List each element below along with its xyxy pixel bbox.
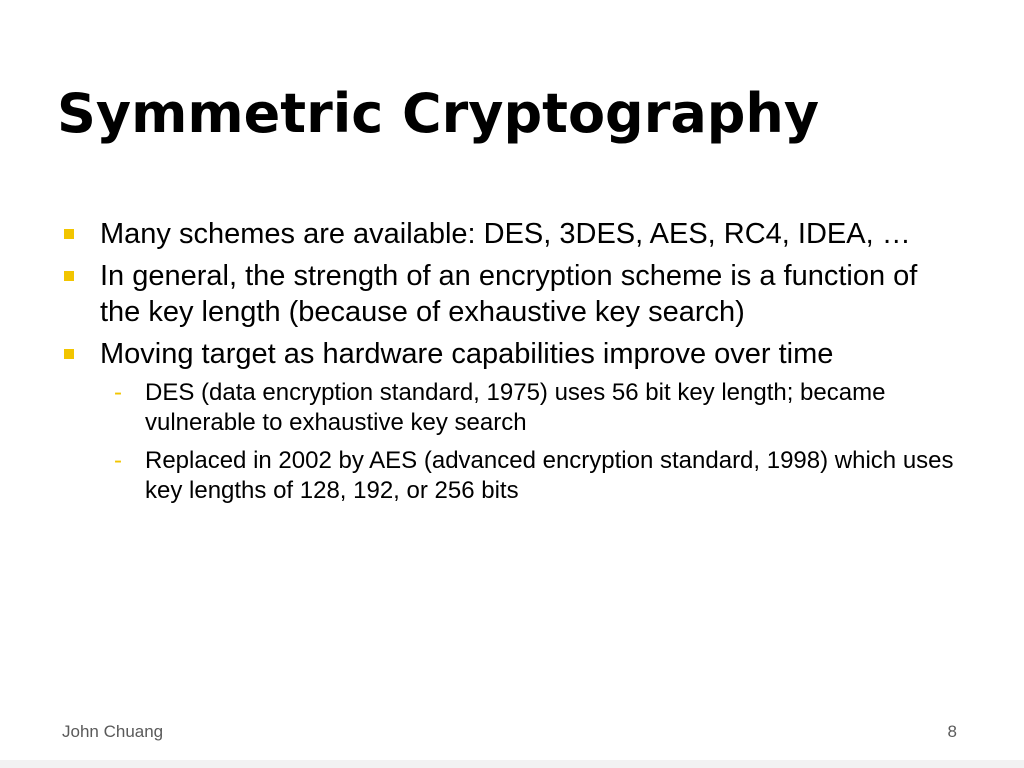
slide-title: Symmetric Cryptography — [57, 82, 820, 145]
bottom-band — [0, 760, 1024, 768]
sub-bullet-text: DES (data encryption standard, 1975) uses 56 bit key length; became vulnerable to exhaustive key search — [145, 379, 886, 436]
page-number: 8 — [947, 722, 957, 741]
square-bullet-icon — [64, 271, 74, 281]
bullet-text: Moving target as hardware capabilities improve over time — [100, 338, 834, 370]
sub-bullet-item — [114, 446, 975, 506]
bullet-text: Many schemes are available: DES, 3DES, AES, RC4, IDEA, … — [100, 218, 911, 250]
sub-bullet-item — [114, 378, 975, 438]
dash-bullet-icon: - — [114, 447, 122, 474]
square-bullet-icon — [64, 349, 74, 359]
bullet-item — [62, 216, 962, 252]
dash-bullet-icon: - — [114, 379, 122, 406]
square-bullet-icon — [64, 229, 74, 239]
footer-author: John Chuang — [62, 722, 164, 741]
slide-body — [62, 216, 962, 514]
bullet-text: In general, the strength of an encryption scheme is a function of the key length (because of exhaustive key search) — [100, 260, 918, 328]
bullet-item — [62, 336, 962, 372]
sub-bullet-text: Replaced in 2002 by AES (advanced encryption standard, 1998) which uses key lengths of 128, 192, or 256 bits — [145, 447, 954, 504]
bullet-item — [62, 258, 962, 330]
sub-bullet-list — [62, 378, 962, 506]
